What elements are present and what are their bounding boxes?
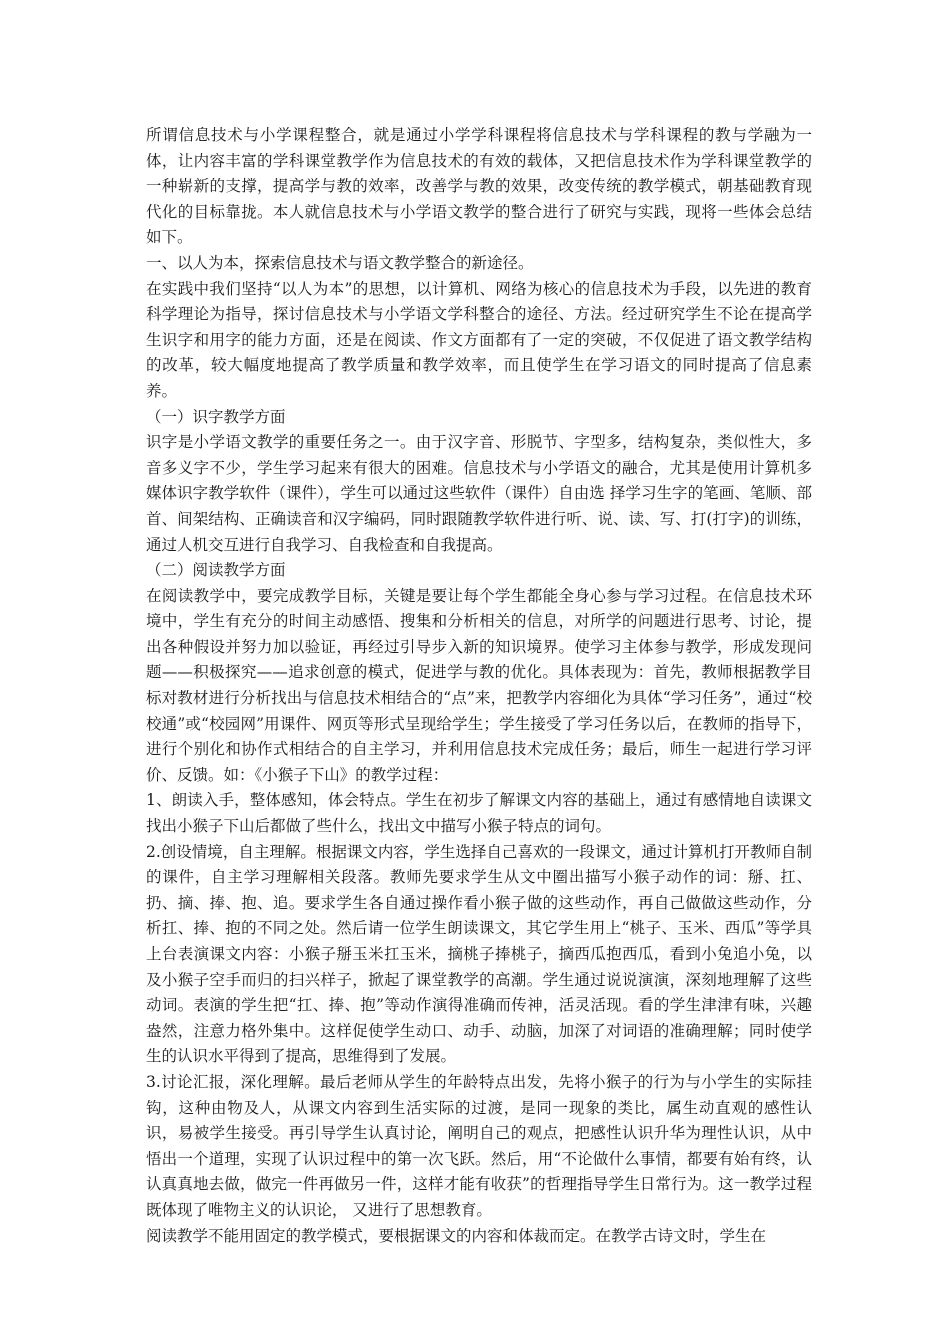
step-1-paragraph: 1、朗读入手，整体感知，体会特点。学生在初步了解课文内容的基础上，通过有感情地自读课文找出小猴子下山后都做了些什么，找出文中描写小猴子特点的词句。: [146, 791, 812, 836]
literacy-paragraph: 识字是小学语文教学的重要任务之一。由于汉字音、形脱节、字型多，结构复杂，类似性大，多音多义字不少，学生学习起来有很大的困难。信息技术与小学语文的融合，尤其是使用计算机多媒体识字教学软件（课件），学生可以通过这些软件（课件）自由选 择学习生字的笔画、笔顺、部首、间架结构、正确读音和汉字编码，同时跟随教学软件进行听、说、读、写、打(打字)的训练，通过人机交互进行自我学习、自我检查和自我提高。: [146, 433, 812, 554]
closing-paragraph: 阅读教学不能用固定的教学模式，要根据课文的内容和体裁而定。在教学古诗文时，学生在: [146, 1226, 767, 1245]
reading-paragraph: 在阅读教学中，要完成教学目标，关键是要让每个学生都能全身心参与学习过程。在信息技术环境中，学生有充分的时间主动感悟、搜集和分析相关的信息，对所学的问题进行思考、讨论，提出各种假设并努力加以验证，再经过引导步入新的知识境界。使学习主体参与教学，形成发现问题——积极探究——追求创意的模式，促进学与教的优化。具体表现为：首先，教师根据教学目标对教材进行分析找出与信息技术相结合的“点”来，把教学内容细化为具体“学习任务”，通过“校校通”或“校园网”用课件、网页等形式呈现给学生；学生接受了学习任务以后，在教师的指导下，进行个别化和协作式相结合的自主学习，并利用信息技术完成任务；最后，师生一起进行学习评价、反馈。如：《小猴子下山》的教学过程：: [146, 586, 812, 784]
document-body: [146, 123, 812, 1249]
step-2-paragraph: 2.创设情境，自主理解。根据课文内容，学生选择自己喜欢的一段课文，通过计算机打开教师自制的课件，自主学习理解相关段落。教师先要求学生从文中圈出描写小猴子动作的词：掰、扛、扔、摘、捧、抱、追。要求学生各自通过操作看小猴子做的这些动作，再自己做做这些动作，分析扛、捧、抱的不同之处。然后请一位学生朗读课文，其它学生用上“桃子、玉米、西瓜”等学具上台表演课文内容：小猴子掰玉米扛玉米，摘桃子捧桃子，摘西瓜抱西瓜，看到小兔追小兔，以及小猴子空手而归的扫兴样子，掀起了课堂教学的高潮。学生通过说说演演，深刻地理解了这些动词。表演的学生把“扛、捧、抱”等动作演得准确而传神，活灵活现。看的学生津津有味，兴趣盎然，注意力格外集中。这样促使学生动口、动手、动脑，加深了对词语的准确理解；同时使学生的认识水平得到了提高，思维得到了发展。: [146, 842, 812, 1066]
subsection-heading-reading: （二）阅读教学方面: [146, 561, 286, 580]
subsection-heading-literacy: （一）识字教学方面: [146, 407, 286, 426]
intro-paragraph: 所谓信息技术与小学课程整合，就是通过小学学科课程将信息技术与学科课程的教与学融为一体，让内容丰富的学科课堂教学作为信息技术的有效的载体，又把信息技术作为学科课堂教学的一种崭新的支撑，提高学与教的效率，改善学与教的效果，改变传统的教学模式，朝基础教育现代化的目标靠拢。本人就信息技术与小学语文教学的整合进行了研究与实践，现将一些体会总结如下。: [146, 126, 812, 247]
section-heading-1: 一、以人为本，探索信息技术与语文教学整合的新途径。: [146, 253, 534, 272]
section-1-paragraph: 在实践中我们坚持“以人为本”的思想，以计算机、网络为核心的信息技术为手段，以先进的教育科学理论为指导，探讨信息技术与小学语文学科整合的途径、方法。经过研究学生不论在提高学生识字和用字的能力方面，还是在阅读、作文方面都有了一定的突破，不仅促进了语文教学结构的改革，较大幅度地提高了教学质量和教学效率，而且使学生在学习语文的同时提高了信息素养。: [146, 279, 812, 400]
step-3-paragraph: 3.讨论汇报，深化理解。最后老师从学生的年龄特点出发，先将小猴子的行为与小学生的实际挂钩，这种由物及人，从课文内容到生活实际的过渡，是同一现象的类比，属生动直观的感性认识，易被学生接受。再引导学生认真讨论，阐明自己的观点，把感性认识升华为理性认识，从中悟出一个道理，实现了认识过程中的第一次飞跃。然后，用“不论做什么事情，都要有始有终，认认真真地去做，做完一件再做另一件，这样才能有收获”的哲理指导学生日常行为。这一教学过程既体现了唯物主义的认识论， 又进行了思想教育。: [146, 1072, 812, 1219]
